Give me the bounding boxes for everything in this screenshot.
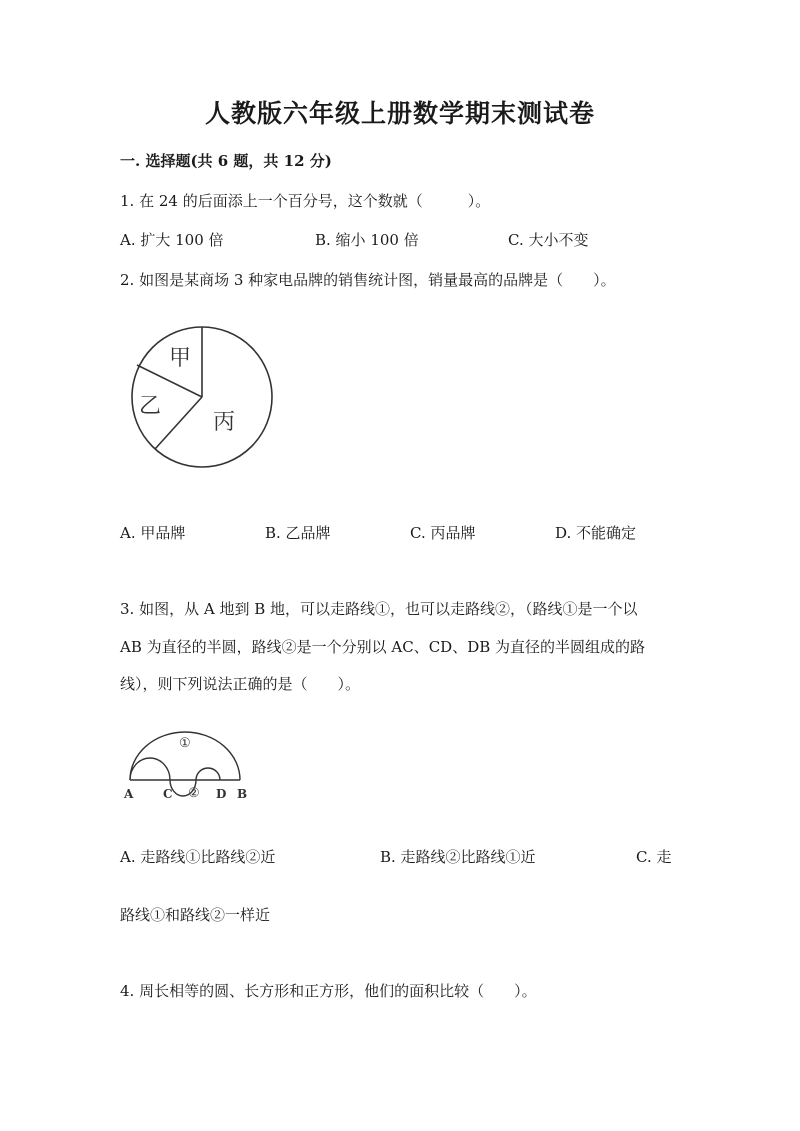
question-3-option-c: C. 走 <box>636 848 672 866</box>
route-2-label: ② <box>188 786 200 801</box>
question-3-line-1: 3. 如图，从 A 地到 B 地，可以走路线①，也可以走路线②，（路线①是一个以 <box>120 600 638 618</box>
pie-label-yi: 乙 <box>139 394 162 419</box>
question-1-option-c: C. 大小不变 <box>508 231 589 249</box>
question-1-option-b: B. 缩小 100 倍 <box>315 231 419 249</box>
pie-label-bing: 丙 <box>213 410 236 435</box>
page-title: 人教版六年级上册数学期末测试卷 <box>204 99 595 128</box>
section-heading: 一. 选择题(共 6 题，共 12 分) <box>120 152 332 170</box>
question-2-option-b: B. 乙品牌 <box>265 524 331 542</box>
question-2-text: 2. 如图是某商场 3 种家电品牌的销售统计图，销量最高的品牌是（ ）。 <box>120 271 616 289</box>
pie-divider-bottom <box>155 397 202 449</box>
pie-figure <box>125 325 275 475</box>
question-3-option-a: A. 走路线①比路线②近 <box>120 848 276 866</box>
question-3-option-c-continued: 路线①和路线②一样近 <box>120 906 271 924</box>
question-3-option-b: B. 走路线②比路线①近 <box>380 848 536 866</box>
question-3-line-3: 线），则下列说法正确的是（ ）。 <box>120 675 361 693</box>
pie-label-jia: 甲 <box>169 346 192 371</box>
question-1-text: 1. 在 24 的后面添上一个百分号，这个数就（ ）。 <box>120 192 491 210</box>
question-4-text: 4. 周长相等的圆、长方形和正方形，他们的面积比较（ ）。 <box>120 982 537 1000</box>
point-a-label: A <box>124 787 134 801</box>
route-2-path <box>130 758 220 796</box>
question-2-option-c: C. 丙品牌 <box>410 524 476 542</box>
point-c-label: C <box>163 787 173 801</box>
route-1-label: ① <box>179 736 191 751</box>
point-d-label: D <box>216 787 227 801</box>
route-figure <box>118 728 258 804</box>
question-2-option-a: A. 甲品牌 <box>120 524 186 542</box>
question-2-option-d: D. 不能确定 <box>555 524 637 542</box>
question-1-option-a: A. 扩大 100 倍 <box>120 231 224 249</box>
question-3-line-2: AB 为直径的半圆，路线②是一个分别以 AC、CD、DB 为直径的半圆组成的路 <box>120 638 646 656</box>
point-b-label: B <box>237 787 248 801</box>
